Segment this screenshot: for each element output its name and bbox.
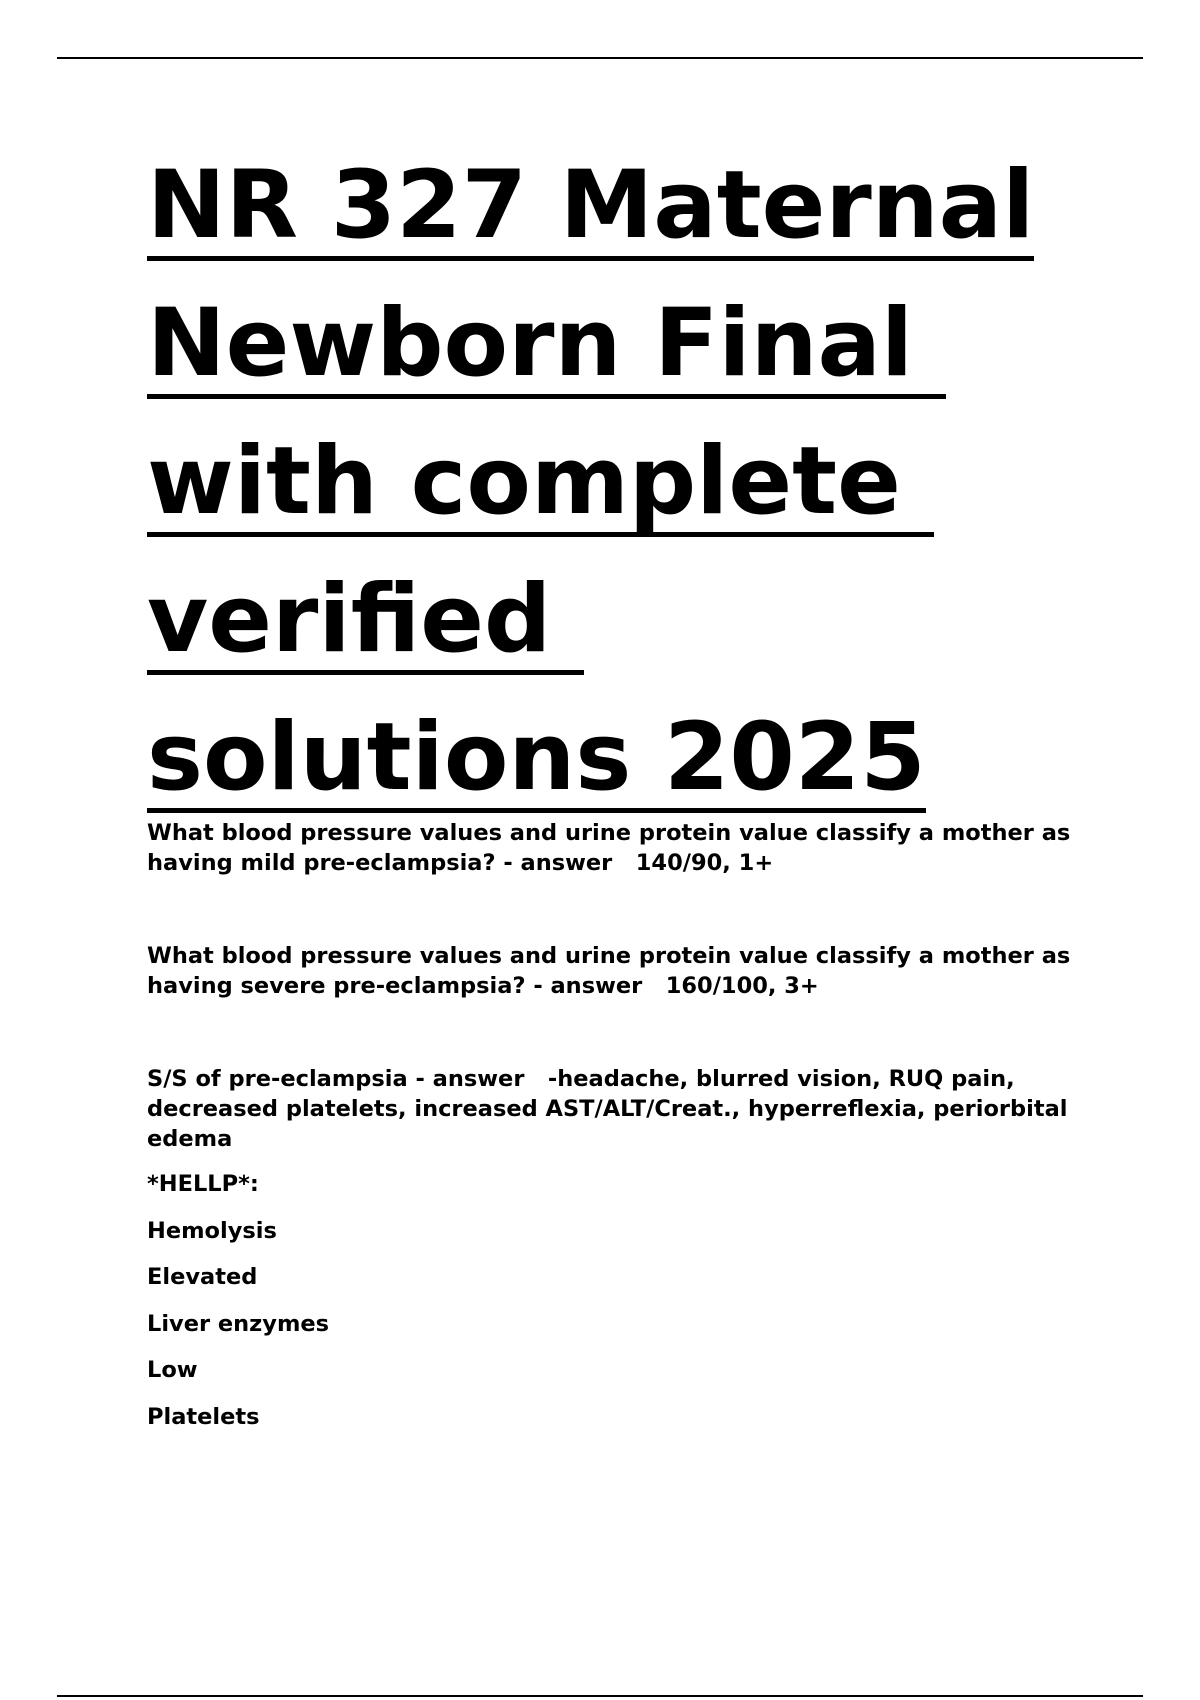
question-text: What blood pressure values and urine protein value classify a mother as having severe pre-eclampsia? - answer [147, 943, 1079, 999]
title-line: Newborn Final [147, 289, 946, 398]
qa-item [147, 941, 1107, 1001]
hellp-item: Low [147, 1357, 198, 1383]
question-text: What blood pressure values and urine protein value classify a mother as having mild pre-eclampsia? - answer [147, 820, 1079, 876]
answer-text: 140/90, 1+ [635, 850, 774, 876]
answer-text: -headache, blurred vision, RUQ pain, decreased platelets, increased AST/ALT/Creat., hyperreflexia, periorbital edema [147, 1066, 1076, 1152]
answer-text: 160/100, 3+ [665, 973, 819, 999]
hellp-item: Hemolysis [147, 1217, 277, 1244]
hellp-item: Elevated [147, 1264, 258, 1290]
title-line: verified [147, 565, 585, 674]
document-title [147, 145, 1147, 835]
title-line: NR 327 Maternal [147, 151, 1035, 260]
qa-item [147, 818, 1107, 878]
hellp-list [147, 1169, 1107, 1432]
bottom-rule [57, 1695, 1143, 1697]
top-rule [57, 57, 1143, 59]
document-body [147, 818, 1107, 1448]
hellp-item: Platelets [147, 1403, 260, 1430]
title-line: with complete [147, 427, 934, 536]
qa-item [147, 1064, 1107, 1154]
title-line: solutions 2025 [147, 703, 926, 812]
hellp-item: Liver enzymes [147, 1310, 330, 1337]
question-text: S/S of pre-eclampsia - answer [147, 1066, 525, 1092]
hellp-heading: *HELLP*: [147, 1171, 259, 1197]
